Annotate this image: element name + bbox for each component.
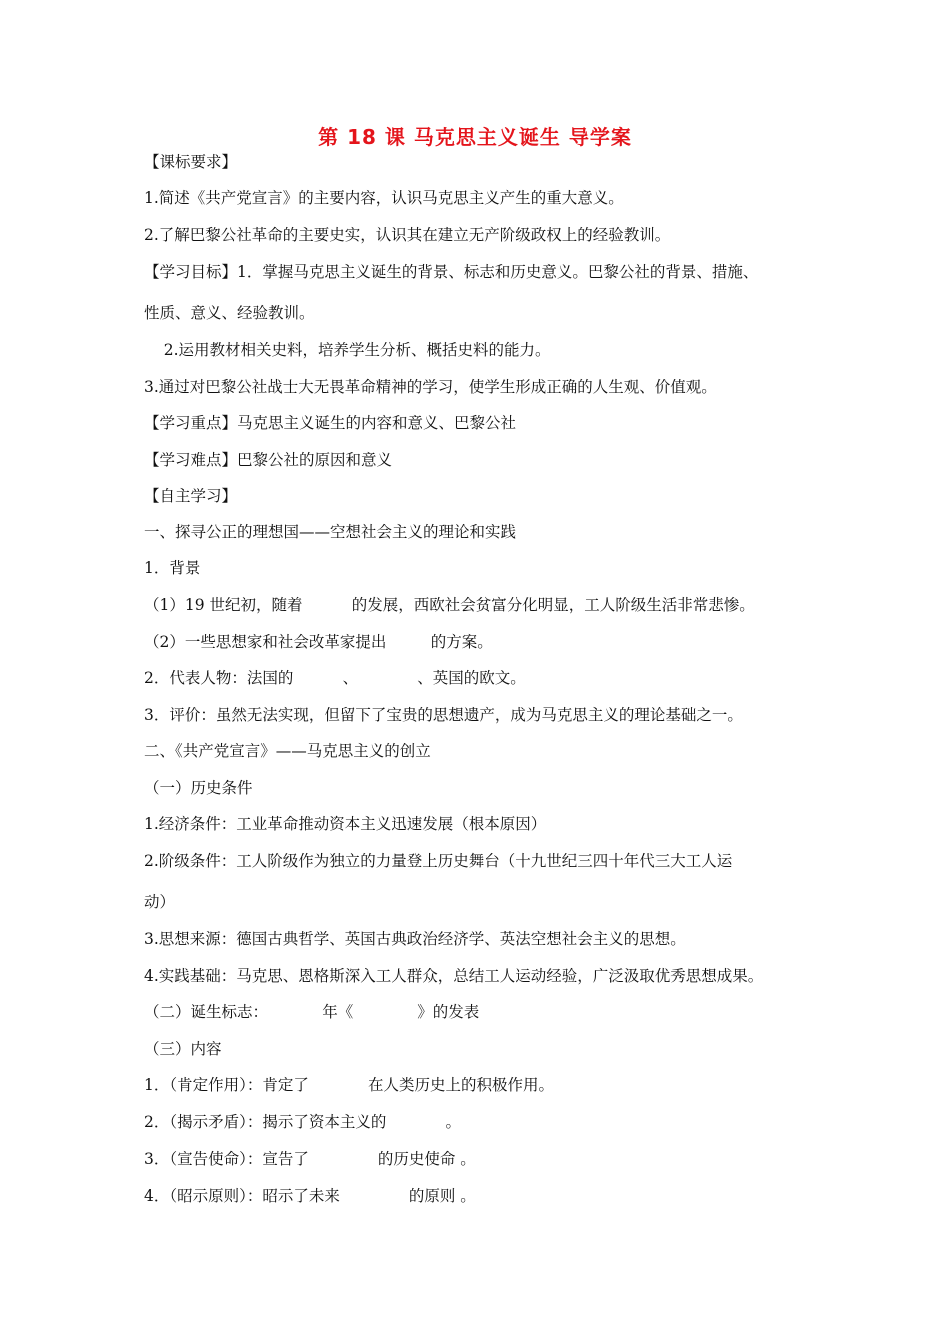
- section-heading-focus: 【学习重点】马克思主义诞生的内容和意义、巴黎公社: [144, 414, 517, 432]
- text-line: （二）诞生标志： 年《 》的发表: [144, 1003, 480, 1021]
- text-line: 2.阶级条件：工人阶级作为独立的力量登上历史舞台（十九世纪三四十年代三大工人运: [144, 852, 733, 870]
- part-heading-2: 二、《共产党宣言》——马克思主义的创立: [144, 742, 431, 760]
- page-title: 第 18 课 马克思主义诞生 导学案: [318, 125, 632, 149]
- text-line: 2．（揭示矛盾）：揭示了资本主义的 。: [144, 1113, 461, 1131]
- text-line: 1．（肯定作用）：肯定了 在人类历史上的积极作用。: [144, 1076, 554, 1094]
- text-line: 2．代表人物：法国的 、 、英国的欧文。: [144, 669, 526, 687]
- text-line: （2）一些思想家和社会改革家提出 的方案。: [144, 633, 493, 651]
- text-line: 1.经济条件：工业革命推动资本主义迅速发展（根本原因）: [144, 815, 547, 833]
- section-heading-difficulty: 【学习难点】巴黎公社的原因和意义: [144, 451, 393, 469]
- section-heading-requirements: 【课标要求】: [144, 153, 238, 171]
- text-line: 4．（昭示原则）：昭示了未来 的原则 。: [144, 1187, 476, 1205]
- text-line: 3．（宣告使命）：宣告了 的历史使命 。: [144, 1150, 476, 1168]
- text-line: （三）内容: [144, 1040, 222, 1058]
- section-heading-goals: 【学习目标】1．掌握马克思主义诞生的背景、标志和历史意义。巴黎公社的背景、措施、: [144, 263, 759, 281]
- text-line: 性质、意义、经验教训。: [144, 304, 315, 322]
- text-line: 2.运用教材相关史料，培养学生分析、概括史料的能力。: [144, 341, 551, 359]
- text-line: 3.思想来源：德国古典哲学、英国古典政治经济学、英法空想社会主义的思想。: [144, 930, 686, 948]
- text-line: 1.简述《共产党宣言》的主要内容，认识马克思主义产生的重大意义。: [144, 189, 624, 207]
- text-line: （一）历史条件: [144, 779, 253, 797]
- text-line: 1．背景: [144, 559, 201, 577]
- text-line: 2.了解巴黎公社革命的主要史实，认识其在建立无产阶级政权上的经验教训。: [144, 226, 671, 244]
- section-heading-self-study: 【自主学习】: [144, 487, 238, 505]
- part-heading-1: 一、探寻公正的理想国——空想社会主义的理论和实践: [144, 523, 517, 541]
- text-line: 3．评价：虽然无法实现，但留下了宝贵的思想遗产，成为马克思主义的理论基础之一。: [144, 706, 743, 724]
- text-line: （1）19 世纪初，随着 的发展，西欧社会贫富分化明显，工人阶级生活非常悲惨。: [144, 596, 755, 614]
- text-line: 4.实践基础：马克思、恩格斯深入工人群众，总结工人运动经验，广泛汲取优秀思想成果。: [144, 967, 764, 985]
- text-line: 3.通过对巴黎公社战士大无畏革命精神的学习，使学生形成正确的人生观、价值观。: [144, 378, 717, 396]
- text-line: 动）: [144, 893, 176, 911]
